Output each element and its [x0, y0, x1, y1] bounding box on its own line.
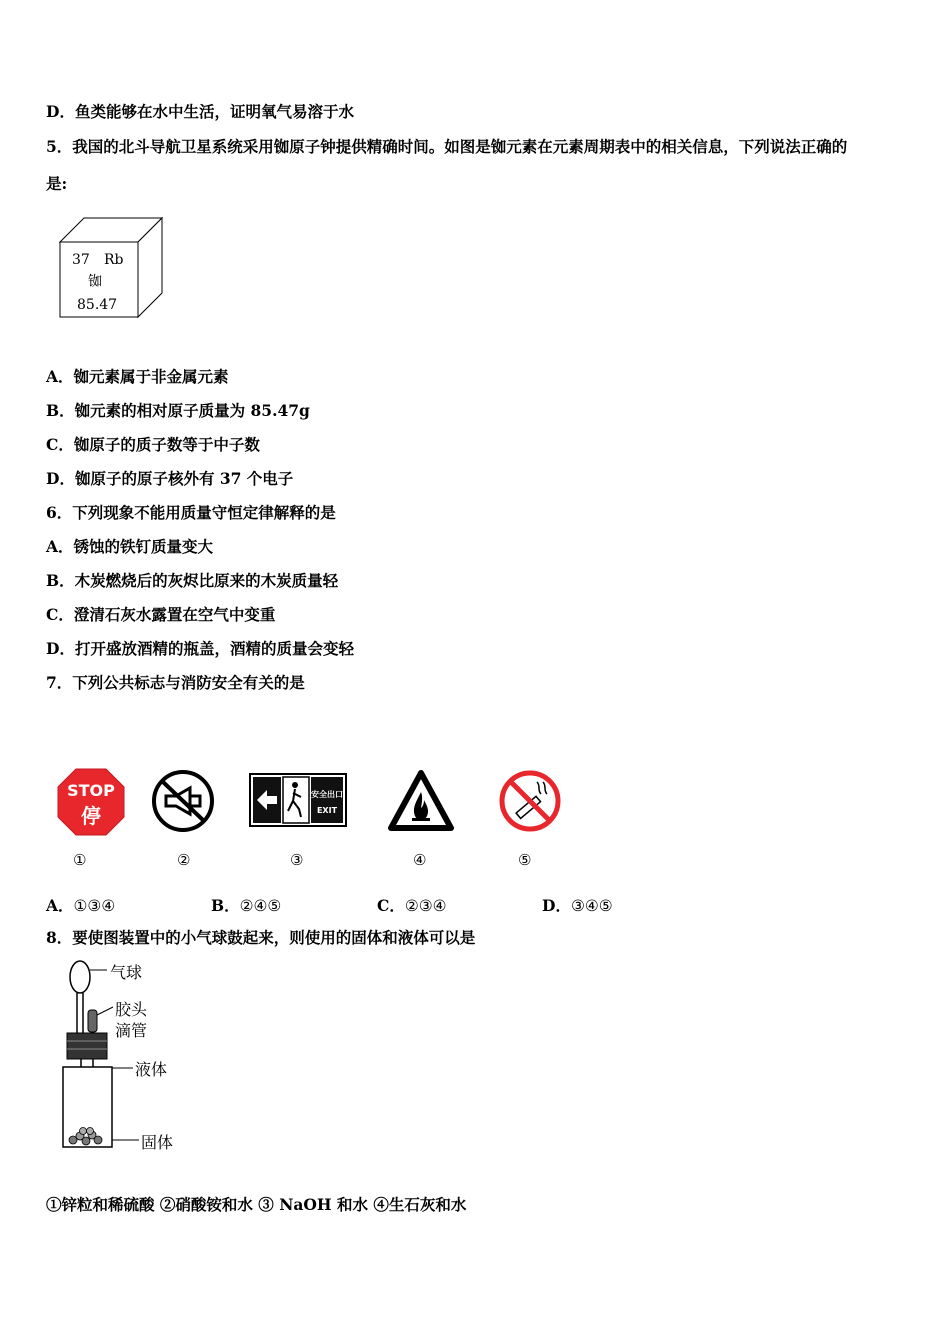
- q6-option-b: B．木炭燃烧后的灰烬比原来的木炭质量轻: [46, 571, 339, 590]
- q6-option-c: C．澄清石灰水露置在空气中变重: [46, 605, 276, 624]
- q7-option-a: A．①③④: [46, 896, 116, 915]
- svg-text:安全出口: 安全出口: [311, 790, 343, 799]
- sign-number-4: ④: [413, 851, 427, 869]
- balloon-label: 气球: [110, 963, 143, 982]
- q8-stem: 8．要使图装置中的小气球鼓起来，则使用的固体和液体可以是: [46, 928, 476, 947]
- q7-option-b: B．②④⑤: [211, 896, 282, 915]
- solid-label: 固体: [141, 1133, 174, 1152]
- q5-option-a: A．铷元素属于非金属元素: [46, 367, 229, 386]
- balloon-apparatus-diagram: [55, 955, 185, 1155]
- liquid-label: 液体: [135, 1060, 168, 1079]
- svg-text:停: 停: [81, 804, 101, 828]
- q8-choices: ①锌粒和稀硫酸 ②硝酸铵和水 ③ NaOH 和水 ④生石灰和水: [46, 1195, 467, 1214]
- q6-option-d: D．打开盛放酒精的瓶盖，酒精的质量会变轻: [46, 639, 354, 658]
- sign-number-3: ③: [290, 851, 304, 869]
- q5-option-b: B．铷元素的相对原子质量为 85.47g: [46, 401, 310, 420]
- element-name: 铷: [88, 274, 102, 290]
- element-symbol: Rb: [104, 252, 124, 268]
- sign-number-2: ②: [177, 851, 191, 869]
- stop-sign-icon: [56, 767, 126, 837]
- sign-number-1: ①: [73, 851, 87, 869]
- q5-option-d: D．铷原子的原子核外有 37 个电子: [46, 469, 294, 488]
- q6-option-a: A．锈蚀的铁钉质量变大: [46, 537, 214, 556]
- dropper-label-2: 滴管: [115, 1021, 148, 1040]
- emergency-exit-icon: [249, 773, 347, 827]
- flammable-warning-icon: [388, 770, 454, 832]
- q7-option-c: C．②③④: [377, 896, 447, 915]
- svg-text:EXIT: EXIT: [316, 806, 338, 815]
- q5-option-c: C．铷原子的质子数等于中子数: [46, 435, 260, 454]
- sign-number-5: ⑤: [518, 851, 532, 869]
- no-honking-icon: [150, 768, 216, 834]
- q7-option-d: D．③④⑤: [542, 896, 613, 915]
- no-smoking-icon: [497, 768, 563, 834]
- q5-stem-line2: 是:: [46, 174, 68, 193]
- rubidium-element-cell: [55, 214, 167, 320]
- q4-option-d: D．鱼类能够在水中生活，证明氧气易溶于水: [46, 102, 354, 121]
- svg-text:STOP: STOP: [67, 781, 115, 800]
- element-number: 37: [72, 252, 90, 268]
- q7-stem: 7．下列公共标志与消防安全有关的是: [46, 673, 305, 692]
- q6-stem: 6．下列现象不能用质量守恒定律解释的是: [46, 503, 336, 522]
- q5-stem-line1: 5．我国的北斗导航卫星系统采用铷原子钟提供精确时间。如图是铷元素在元素周期表中的相关信息，下列说法正确的: [46, 137, 848, 156]
- element-mass: 85.47: [77, 297, 118, 313]
- dropper-label-1: 胶头: [115, 1000, 148, 1019]
